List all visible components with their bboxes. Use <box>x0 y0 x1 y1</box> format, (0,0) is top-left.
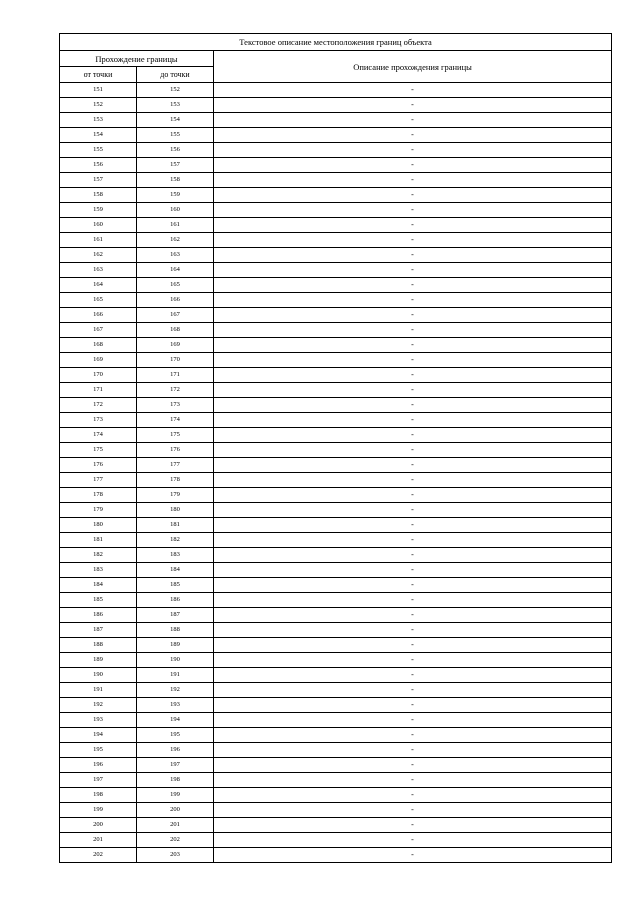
table-row <box>60 683 612 698</box>
table-row <box>60 608 612 623</box>
table-row <box>60 338 612 353</box>
to-point-cell: 160 <box>137 203 214 218</box>
description-cell: - <box>214 533 612 548</box>
from-point-cell: 194 <box>60 728 137 743</box>
description-cell: - <box>214 368 612 383</box>
to-point-cell: 158 <box>137 173 214 188</box>
to-point-cell: 162 <box>137 233 214 248</box>
to-point-cell: 171 <box>137 368 214 383</box>
from-point-cell: 151 <box>60 83 137 98</box>
table-row <box>60 773 612 788</box>
to-point-cell: 194 <box>137 713 214 728</box>
to-point-cell: 196 <box>137 743 214 758</box>
table-row <box>60 353 612 368</box>
description-cell: - <box>214 233 612 248</box>
to-point-cell: 176 <box>137 443 214 458</box>
description-cell: - <box>214 263 612 278</box>
from-point-cell: 166 <box>60 308 137 323</box>
boundary-passage-header: Прохождение границы <box>60 51 214 67</box>
from-point-cell: 191 <box>60 683 137 698</box>
table-row <box>60 443 612 458</box>
description-cell: - <box>214 773 612 788</box>
table-row <box>60 98 612 113</box>
description-cell: - <box>214 143 612 158</box>
to-point-cell: 153 <box>137 98 214 113</box>
description-cell: - <box>214 308 612 323</box>
table-row <box>60 623 612 638</box>
to-point-cell: 172 <box>137 383 214 398</box>
description-cell: - <box>214 518 612 533</box>
from-point-cell: 192 <box>60 698 137 713</box>
to-point-cell: 156 <box>137 143 214 158</box>
table-row <box>60 458 612 473</box>
table-row <box>60 128 612 143</box>
from-point-cell: 158 <box>60 188 137 203</box>
description-cell: - <box>214 578 612 593</box>
from-point-cell: 182 <box>60 548 137 563</box>
from-point-cell: 178 <box>60 488 137 503</box>
table-row <box>60 698 612 713</box>
to-point-cell: 167 <box>137 308 214 323</box>
table-body <box>60 83 612 863</box>
from-point-cell: 200 <box>60 818 137 833</box>
table-row <box>60 113 612 128</box>
from-point-cell: 155 <box>60 143 137 158</box>
description-column-header: Описание прохождения границы <box>214 51 612 83</box>
from-point-cell: 157 <box>60 173 137 188</box>
description-cell: - <box>214 728 612 743</box>
description-cell: - <box>214 188 612 203</box>
from-point-cell: 197 <box>60 773 137 788</box>
table-row <box>60 398 612 413</box>
from-point-cell: 189 <box>60 653 137 668</box>
to-point-cell: 191 <box>137 668 214 683</box>
from-point-cell: 199 <box>60 803 137 818</box>
to-point-cell: 163 <box>137 248 214 263</box>
table-row <box>60 233 612 248</box>
to-point-cell: 190 <box>137 653 214 668</box>
to-point-cell: 200 <box>137 803 214 818</box>
description-cell: - <box>214 383 612 398</box>
from-point-cell: 201 <box>60 833 137 848</box>
table-row <box>60 263 612 278</box>
to-point-cell: 157 <box>137 158 214 173</box>
from-point-cell: 185 <box>60 593 137 608</box>
table-row <box>60 563 612 578</box>
description-cell: - <box>214 758 612 773</box>
table-title: Текстовое описание местоположения границ объекта <box>60 34 612 51</box>
to-point-cell: 152 <box>137 83 214 98</box>
table-row <box>60 383 612 398</box>
table-row <box>60 203 612 218</box>
from-point-cell: 169 <box>60 353 137 368</box>
table-row <box>60 803 612 818</box>
from-point-cell: 179 <box>60 503 137 518</box>
description-cell: - <box>214 638 612 653</box>
description-cell: - <box>214 608 612 623</box>
table-row <box>60 578 612 593</box>
from-point-cell: 175 <box>60 443 137 458</box>
to-point-cell: 199 <box>137 788 214 803</box>
from-point-cell: 153 <box>60 113 137 128</box>
table-row <box>60 503 612 518</box>
from-point-cell: 202 <box>60 848 137 863</box>
from-point-cell: 162 <box>60 248 137 263</box>
description-cell: - <box>214 428 612 443</box>
to-point-cell: 203 <box>137 848 214 863</box>
to-point-cell: 169 <box>137 338 214 353</box>
to-point-cell: 161 <box>137 218 214 233</box>
to-point-cell: 185 <box>137 578 214 593</box>
to-point-cell: 178 <box>137 473 214 488</box>
table-row <box>60 758 612 773</box>
from-point-cell: 187 <box>60 623 137 638</box>
from-point-cell: 165 <box>60 293 137 308</box>
to-point-cell: 198 <box>137 773 214 788</box>
description-cell: - <box>214 98 612 113</box>
from-point-cell: 198 <box>60 788 137 803</box>
from-point-cell: 174 <box>60 428 137 443</box>
table-row <box>60 713 612 728</box>
description-cell: - <box>214 203 612 218</box>
table-row <box>60 188 612 203</box>
table-row <box>60 473 612 488</box>
to-point-cell: 201 <box>137 818 214 833</box>
description-cell: - <box>214 698 612 713</box>
table-row <box>60 638 612 653</box>
description-cell: - <box>214 398 612 413</box>
description-cell: - <box>214 653 612 668</box>
table-row <box>60 218 612 233</box>
table-row <box>60 413 612 428</box>
to-point-cell: 187 <box>137 608 214 623</box>
to-point-cell: 155 <box>137 128 214 143</box>
to-point-cell: 166 <box>137 293 214 308</box>
table-row <box>60 248 612 263</box>
to-point-cell: 180 <box>137 503 214 518</box>
from-point-cell: 173 <box>60 413 137 428</box>
to-point-cell: 164 <box>137 263 214 278</box>
to-point-cell: 189 <box>137 638 214 653</box>
description-cell: - <box>214 668 612 683</box>
from-point-cell: 186 <box>60 608 137 623</box>
to-point-column-header: до точки <box>137 67 214 83</box>
from-point-cell: 183 <box>60 563 137 578</box>
to-point-cell: 181 <box>137 518 214 533</box>
table-row <box>60 428 612 443</box>
from-point-cell: 172 <box>60 398 137 413</box>
to-point-cell: 154 <box>137 113 214 128</box>
description-cell: - <box>214 413 612 428</box>
to-point-cell: 179 <box>137 488 214 503</box>
description-cell: - <box>214 788 612 803</box>
description-cell: - <box>214 683 612 698</box>
table-row <box>60 668 612 683</box>
to-point-cell: 173 <box>137 398 214 413</box>
description-cell: - <box>214 563 612 578</box>
table-row <box>60 158 612 173</box>
description-cell: - <box>214 353 612 368</box>
description-cell: - <box>214 443 612 458</box>
table-row <box>60 818 612 833</box>
description-cell: - <box>214 83 612 98</box>
table-row <box>60 533 612 548</box>
from-point-cell: 195 <box>60 743 137 758</box>
from-point-cell: 160 <box>60 218 137 233</box>
table-row <box>60 743 612 758</box>
description-cell: - <box>214 833 612 848</box>
description-cell: - <box>214 128 612 143</box>
to-point-cell: 182 <box>137 533 214 548</box>
table-row <box>60 653 612 668</box>
description-cell: - <box>214 743 612 758</box>
from-point-cell: 168 <box>60 338 137 353</box>
to-point-cell: 170 <box>137 353 214 368</box>
from-point-cell: 184 <box>60 578 137 593</box>
table-row <box>60 278 612 293</box>
to-point-cell: 177 <box>137 458 214 473</box>
table-row <box>60 548 612 563</box>
to-point-cell: 165 <box>137 278 214 293</box>
to-point-cell: 184 <box>137 563 214 578</box>
description-cell: - <box>214 458 612 473</box>
to-point-cell: 197 <box>137 758 214 773</box>
description-cell: - <box>214 623 612 638</box>
table-row <box>60 833 612 848</box>
description-cell: - <box>214 113 612 128</box>
description-cell: - <box>214 278 612 293</box>
table-row <box>60 293 612 308</box>
from-point-cell: 163 <box>60 263 137 278</box>
description-cell: - <box>214 848 612 863</box>
from-point-cell: 193 <box>60 713 137 728</box>
table-row <box>60 173 612 188</box>
description-cell: - <box>214 218 612 233</box>
to-point-cell: 174 <box>137 413 214 428</box>
from-point-cell: 181 <box>60 533 137 548</box>
to-point-cell: 188 <box>137 623 214 638</box>
to-point-cell: 202 <box>137 833 214 848</box>
description-cell: - <box>214 593 612 608</box>
to-point-cell: 195 <box>137 728 214 743</box>
from-point-column-header: от точки <box>60 67 137 83</box>
from-point-cell: 167 <box>60 323 137 338</box>
from-point-cell: 156 <box>60 158 137 173</box>
boundary-description-table <box>59 33 612 863</box>
from-point-cell: 190 <box>60 668 137 683</box>
table-row <box>60 788 612 803</box>
to-point-cell: 159 <box>137 188 214 203</box>
from-point-cell: 177 <box>60 473 137 488</box>
table-header <box>60 34 612 83</box>
table-row <box>60 308 612 323</box>
from-point-cell: 171 <box>60 383 137 398</box>
to-point-cell: 192 <box>137 683 214 698</box>
description-cell: - <box>214 488 612 503</box>
table-row <box>60 728 612 743</box>
description-cell: - <box>214 818 612 833</box>
description-cell: - <box>214 713 612 728</box>
description-cell: - <box>214 173 612 188</box>
table-row <box>60 323 612 338</box>
table-row <box>60 83 612 98</box>
from-point-cell: 180 <box>60 518 137 533</box>
from-point-cell: 170 <box>60 368 137 383</box>
from-point-cell: 176 <box>60 458 137 473</box>
table-row <box>60 593 612 608</box>
from-point-cell: 154 <box>60 128 137 143</box>
table-row <box>60 488 612 503</box>
description-cell: - <box>214 503 612 518</box>
table-row <box>60 368 612 383</box>
table-row <box>60 143 612 158</box>
from-point-cell: 152 <box>60 98 137 113</box>
from-point-cell: 188 <box>60 638 137 653</box>
table-row <box>60 518 612 533</box>
to-point-cell: 193 <box>137 698 214 713</box>
to-point-cell: 175 <box>137 428 214 443</box>
from-point-cell: 196 <box>60 758 137 773</box>
description-cell: - <box>214 548 612 563</box>
description-cell: - <box>214 338 612 353</box>
description-cell: - <box>214 323 612 338</box>
description-cell: - <box>214 803 612 818</box>
to-point-cell: 168 <box>137 323 214 338</box>
to-point-cell: 186 <box>137 593 214 608</box>
table-row <box>60 848 612 863</box>
from-point-cell: 161 <box>60 233 137 248</box>
description-cell: - <box>214 248 612 263</box>
description-cell: - <box>214 293 612 308</box>
to-point-cell: 183 <box>137 548 214 563</box>
from-point-cell: 164 <box>60 278 137 293</box>
from-point-cell: 159 <box>60 203 137 218</box>
description-cell: - <box>214 158 612 173</box>
description-cell: - <box>214 473 612 488</box>
